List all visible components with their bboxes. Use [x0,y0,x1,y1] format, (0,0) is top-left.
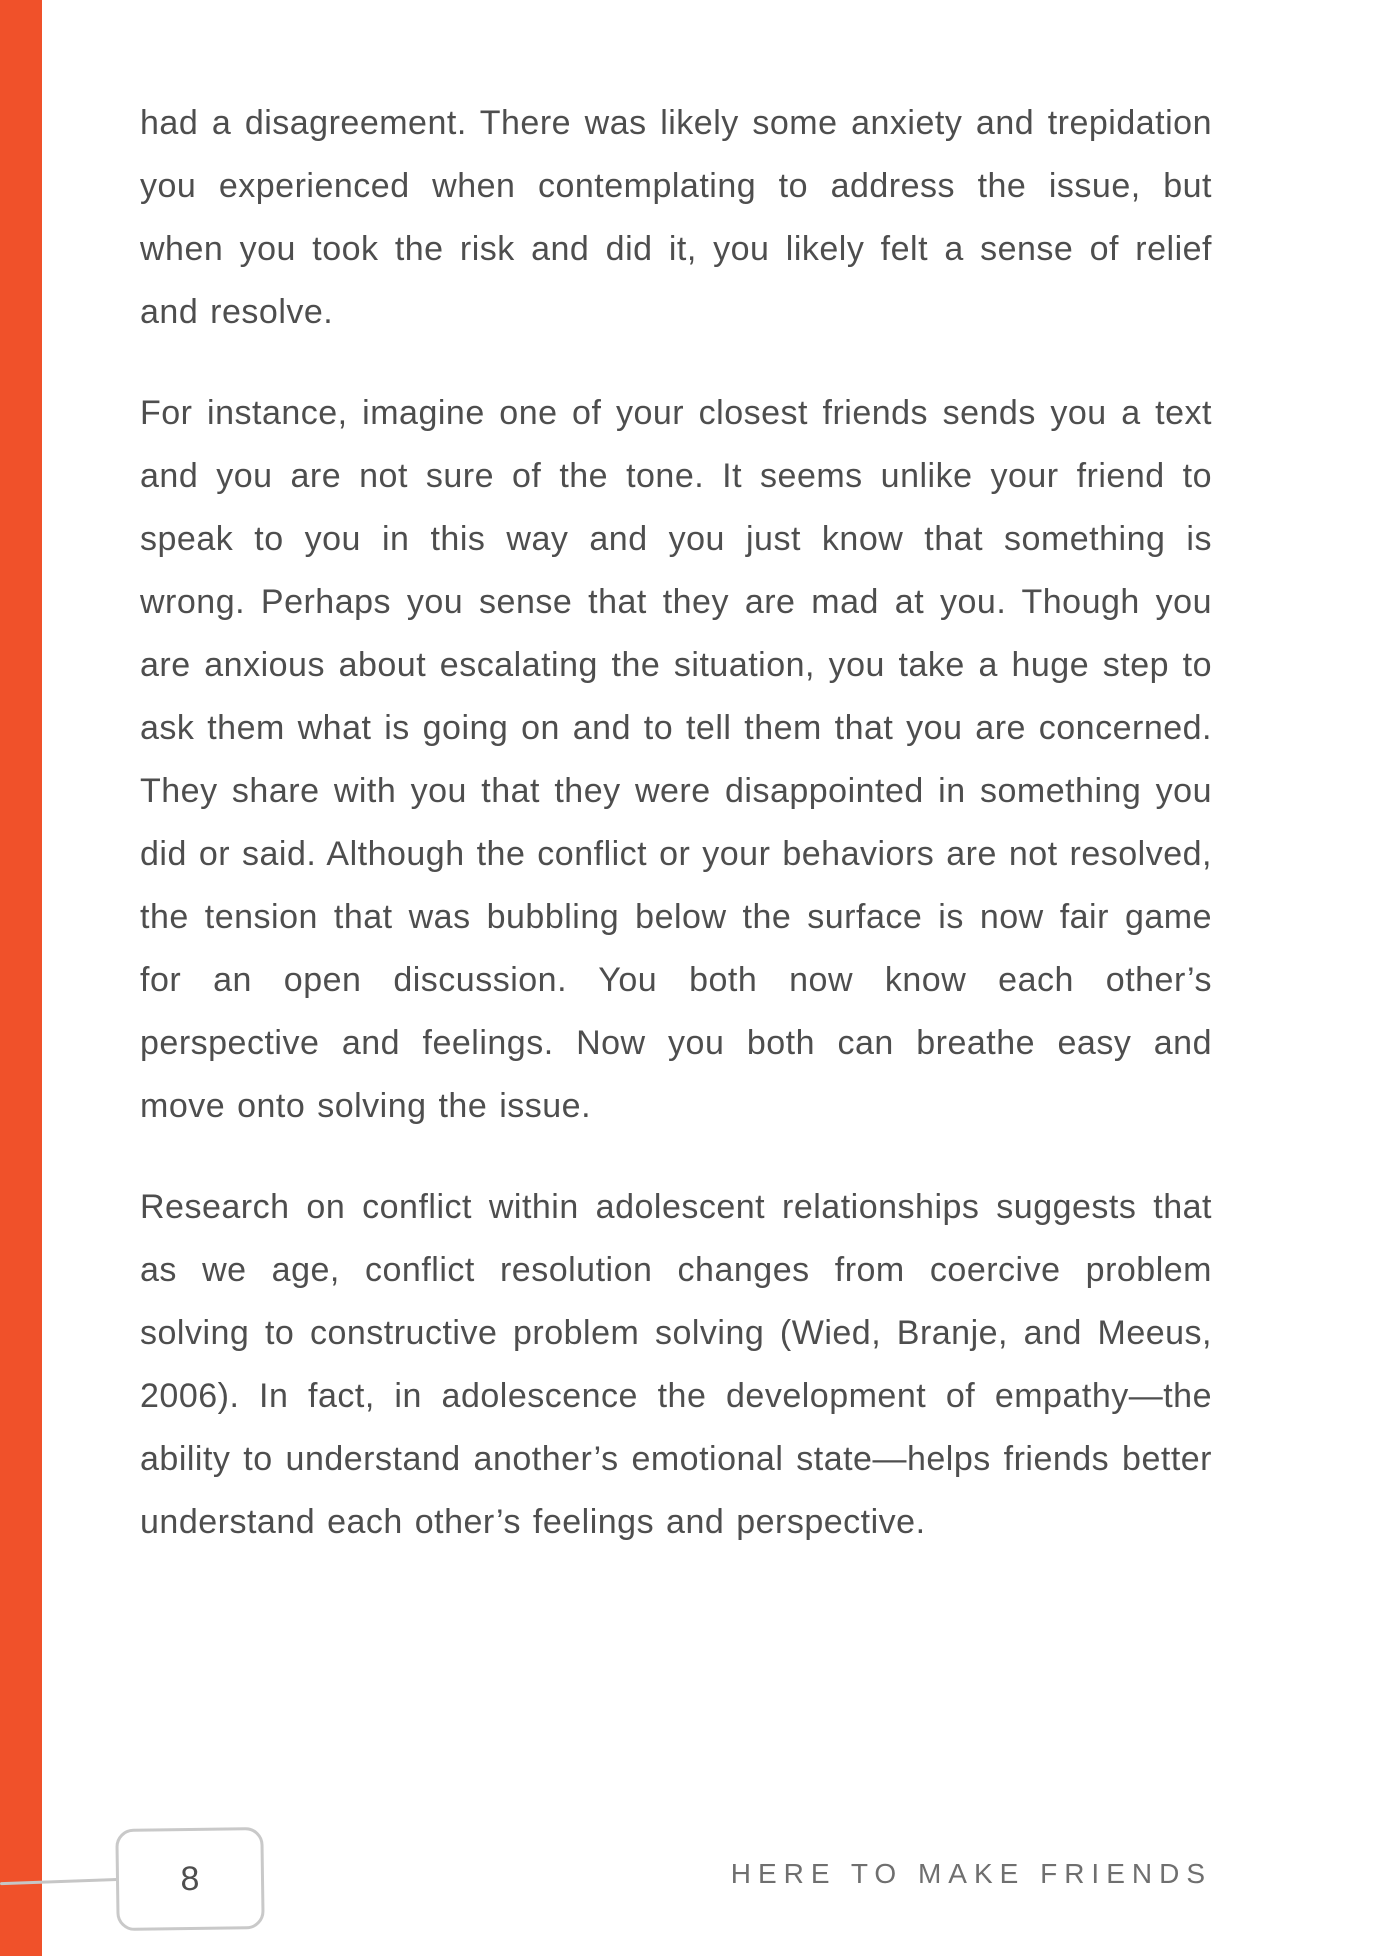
body-paragraph: had a disagreement. There was likely some anxiety and trepidation you experienced when contemplating to address the issue, but when you took the risk and did it, you likely felt a sense of relief and resolve. [140,104,1212,331]
footer-decorative-line [0,1878,122,1885]
body-paragraph: Research on conflict within adolescent relationships suggests that as we age, conflict resolution changes from coercive problem solving to constructive problem solving (Wied, Branje, and Meeus, 2006). In fact, in adolescence the development of empathy—the ability to understand another’s emotional state—helps friends better understand each other’s feelings and perspective. [140,1188,1212,1541]
page-body-text [140,92,1212,1554]
body-paragraph: For instance, imagine one of your closest friends sends you a text and you are not sure of the tone. It seems unlike your friend to speak to you in this way and you just know that something is wrong. Perhaps you sense that they are mad at you. Though you are anxious about escalating the situation, you take a huge step to ask them what is going on and to tell them that you are concerned. They share with you that they were disappointed in something you did or said. Although the conflict or your behaviors are not resolved, the tension that was bubbling below the surface is now fair game for an open discussion. You both now know each other’s perspective and feelings. Now you both can breathe easy and move onto solving the issue. [140,394,1212,1125]
page-edge-accent-strip [0,0,42,1956]
page-footer [0,1820,1396,1956]
running-title: HERE TO MAKE FRIENDS [730,1858,1212,1889]
page-number-box [115,1827,264,1931]
page-number: 8 [180,1859,200,1898]
